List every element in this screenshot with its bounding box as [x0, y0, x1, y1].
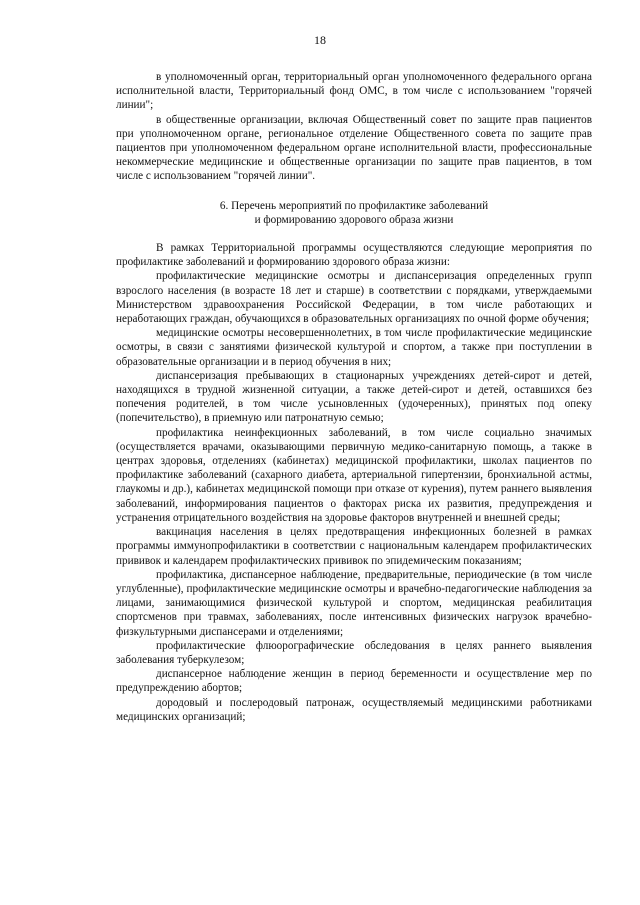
paragraph-minor-checkups: медицинские осмотры несовершеннолетних, в том числе профилактические медицинские осмотры, в связи с занятиями физической культурой и спортом, а также при поступлении в образовательные организации и в период обучения в них; [116, 327, 592, 368]
page-number: 18 [314, 33, 326, 47]
paragraph-complaint-authority: в уполномоченный орган, территориальный орган уполномоченного федерального органа исполнительной власти, Территориальный фонд ОМС, в том числе с использованием "горячей линии"; [116, 71, 592, 112]
paragraph-pregnancy-monitoring: диспансерное наблюдение женщин в период беременности и осуществление мер по предупреждению абортов; [116, 668, 592, 695]
section-title-line-1: 6. Перечень мероприятий по профилактике заболеваний [219, 199, 489, 212]
paragraph-complaint-public-organizations: в общественные организации, включая Общественный совет по защите прав пациентов при уполномоченном органе, региональное отделение Общественного совета по защите прав пациентов при уполномоченном федеральном органе исполнительной власти, профессиональные некоммерческие медицинские и общественные организации по защите прав пациентов, в том числе с использованием "горячей линии". [116, 113, 592, 183]
paragraph-patronage: дородовый и послеродовый патронаж, осуществляемый медицинскими работниками медицинских организаций; [116, 696, 592, 723]
paragraph-sports-medicine: профилактика, диспансерное наблюдение, предварительные, периодические (в том числе углубленные), профилактические медицинские осмотры и врачебно-педагогические наблюдения за лицами, занимающимися физической культурой и спортом, медицинская реабилитация спортсменов при травмах, заболеваниях, после интенсивных физических нагрузок врачебно-физкультурными диспансерами и отделениями; [116, 568, 592, 638]
paragraph-noncommunicable-prevention: профилактика неинфекционных заболеваний, в том числе социально значимых (осуществляется врачами, оказывающими первичную медико-санитарную помощь, а также в центрах здоровья, отделениях (кабинетах) медицинской профилактики, школах пациентов по профилактике заболеваний (сахарного диабета, артериальной гипертензии, бронхиальной астмы, глаукомы и др.), кабинетах медицинской помощи при отказе от курения), путем раннего выявления заболеваний, информирования пациентов о факторах риска их развития, предупреждения и устранения отрицательного воздействия на здоровье факторов внутренней и внешней среды; [116, 426, 592, 524]
paragraph-fluorography: профилактические флюорографические обследования в целях раннего выявления заболевания туберкулезом; [116, 639, 592, 666]
section-heading [116, 199, 592, 227]
paragraph-vaccination: вакцинация населения в целях предотвращения инфекционных болезней в рамках программы иммунопрофилактики в соответствии с национальным календарем профилактических прививок и календарем профилактических прививок по эпидемическим показаниям; [116, 526, 592, 567]
document-content [116, 70, 592, 724]
paragraph-adult-dispensarization: профилактические медицинские осмотры и диспансеризация определенных групп взрослого населения (в возрасте 18 лет и старше) в соответствии с порядками, утверждаемыми Министерством здравоохранения Российской Федерации, в том числе работающих и неработающих граждан, обучающихся в образовательных организациях по очной форме обучения; [116, 270, 592, 326]
paragraph-orphan-dispensarization: диспансеризация пребывающих в стационарных учреждениях детей-сирот и детей, находящихся в трудной жизненной ситуации, а также детей-сирот и детей, оставшихся без попечения родителей, в том числе усыновленных (удочеренных), принятых под опеку (попечительство), в приемную или патронатную семью; [116, 369, 592, 425]
section-title-line-2: и формированию здорового образа жизни [254, 213, 454, 226]
paragraph-intro-measures: В рамках Территориальной программы осуществляются следующие мероприятия по профилактике заболеваний и формированию здорового образа жизни: [116, 242, 592, 269]
